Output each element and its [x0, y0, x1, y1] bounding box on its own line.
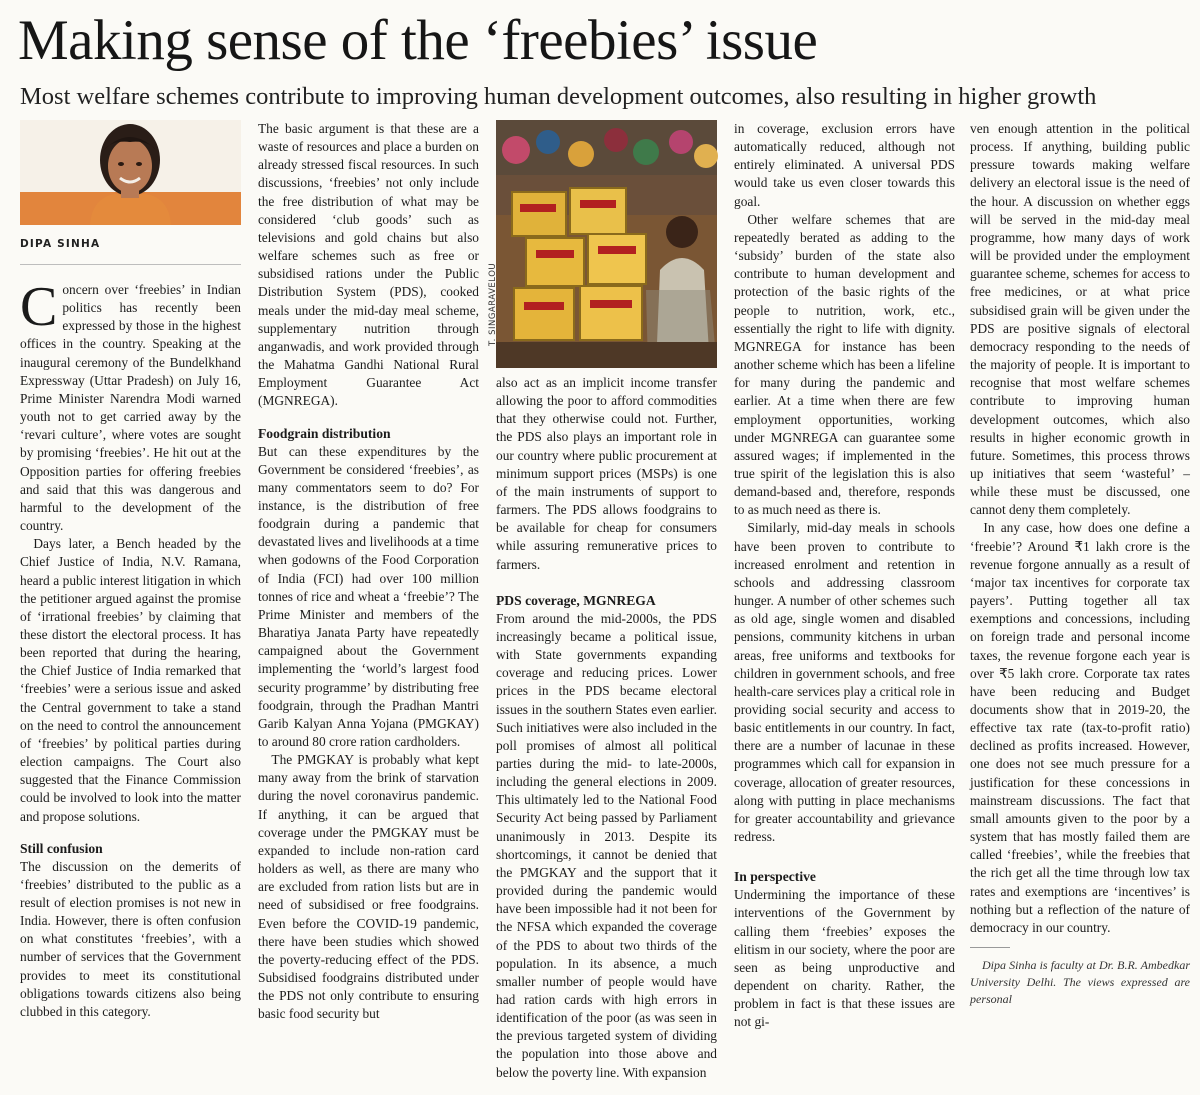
col4-paragraph-1: in coverage, exclusion errors have automatically reduced, although not entirely eliminated. A universal PDS would take us even closer towards this goal. — [734, 121, 955, 209]
author-endnote: Dipa Sinha is faculty at Dr. B.R. Ambedkar University Delhi. The views expressed are personal — [970, 958, 1190, 1007]
news-photo-ration-boxes — [496, 120, 717, 368]
col4-paragraph-2: Other welfare schemes that are repeatedly berated as adding to the ‘subsidy’ burden of the state also contribute to human development and protection of the basic rights of the people to nutrition, work, etc., essentially the right to life with dignity. MGNREGA for instance has been another scheme which has been a lifeline for many during the pandemic and earlier. At a time when there are few employment opportunities, working under MGNREGA can guarantee some assured wages; if implemented in the true spirit of the legislation this is also demand-based and, therefore, responds to as much need as there is. — [734, 211, 955, 518]
byline-rule — [20, 264, 241, 265]
subhead-foodgrain-distribution: Foodgrain distribution — [258, 425, 391, 441]
col1-paragraph-1 — [20, 276, 241, 535]
column-2 — [258, 120, 479, 1095]
subhead-in-perspective: In perspective — [734, 869, 816, 885]
drop-cap: C — [20, 276, 58, 338]
col5-paragraph-1: ven enough attention in the political process. If anything, building public pressure towards making welfare delivery an electoral issue is the need of the hour. A discussion on whether eggs will be served in the mid-day meal programme, how many days of work will be provided under the employment guarantee scheme, schemes for access to free medicines, or at what price subsidised grain will be given under the PDS are positive signals of electoral democracy responding to the needs of the majority of people. It is important to recognise that most welfare schemes contribute to improving human development outcomes, which also results in higher economic growth in future. Sometimes, this process throws up initiatives that seem ‘wasteful’ – while these must be discussed, one cannot deny them completely. — [970, 121, 1190, 518]
col3-paragraph-1: also act as an implicit income transfer allowing the poor to afford commodities that they otherwise could not. Further, the PDS also plays an important role in our country where public procurement at minimum support prices (MSPs) is one of the main instruments of support to farmers. The PDS allows foodgrains to be available for cheap for consumers while assuring remunerative prices to farmers. — [496, 375, 717, 572]
col2-paragraph-3: The PMGKAY is probably what kept many away from the brink of starvation during the novel coronavirus pandemic. If anything, it can be argued that coverage under the PMGKAY must be expanded to include non-ration card holders as well, as there are many who are excluded from ration lists but are in need of subsidised or free foodgrains. Even before the COVID-19 pandemic, there have been studies which showed the poverty-reducing effect of the PDS. Subsidised foodgrains distributed under the PDS not only contribute to ensuring basic food security but — [258, 752, 479, 1022]
col2-paragraph-1: The basic argument is that these are a waste of resources and place a burden on already stressed fiscal resources. In such discussions, ‘freebies’ not only include the free distribution of what may be considered ‘club goods’ such as televisions and gold chains but also welfare schemes such as free or subsidised rations under the Public Distribution System (PDS), cooked meals under the mid-day meal scheme, supplementary nutrition through anganwadis, and work provided through the Mahatma Gandhi National Rural Employment Guarantee Act (MGNREGA). — [258, 121, 479, 409]
column-4 — [734, 120, 955, 1095]
endnote-rule — [970, 947, 1010, 957]
col2-paragraph-2: But can these expenditures by the Government be considered ‘freebies’, as many commentators seem to do? For instance, is the distribution of free foodgrain during a pandemic that devastated lives and livelihoods at a time when godowns of the Food Corporation of India (FCI) had over 100 million tonnes of rice and wheat a ‘freebie’? The Prime Minister and members of the Bharatiya Janata Party have repeatedly campaigned about the Government implementing the ‘world’s largest food security programme’ by distributing free foodgrain, through the Pradhan Mantri Garib Kalyan Anna Yojana (PMGKAY) to around 80 crore ration cardholders. — [258, 443, 479, 749]
headline: Making sense of the ‘freebies’ issue — [18, 9, 818, 72]
subhead-pds-coverage: PDS coverage, MGNREGA — [496, 592, 656, 608]
col3-paragraph-2: From around the mid-2000s, the PDS increasingly became a political issue, with State governments expanding coverage and reducing prices. Lower prices in the PDS became electoral issues in the southern States even earlier. Such initiatives were also included in the poll promises of almost all political parties during the mid- to late-2000s, including the general elections in 2009. This ultimately led to the National Food Security Act being passed by Parliament unanimously in 2013. Despite its shortcomings, it cannot be denied that the PMGKAY and the support that it provided during the pandemic would have been impossible had it not been for the NFSA which expanded the coverage of the PDS to about two thirds of the population. In its absence, a much smaller number of people would have had ration cards with high errors in identification of the poor (as was seen in the previous targeted system of dividing the population into those above and below the poverty line. With expansion — [496, 610, 717, 1080]
deck-subheadline: Most welfare schemes contribute to improving human development outcomes, also resulting in higher growth — [20, 83, 1097, 110]
col1-paragraph-3: The discussion on the demerits of ‘freebies’ distributed to the public as a result of election promises is not new in India. However, there is often confusion on what constitutes ‘freebies’, with a number of services that the Government provides to meet its constitutional obligations towards citizens also being clubbed in this category. — [20, 858, 241, 1019]
column-5 — [970, 120, 1190, 1095]
author-photo — [20, 120, 241, 225]
col1-paragraph-2: Days later, a Bench headed by the Chief Justice of India, N.V. Ramana, heard a public interest litigation in which the petitioner argued against the promise of ‘irrational freebies’ by claiming that these distort the electoral process. It has been reported that during the hearing, the Chief Justice of India remarked that ‘freebies’ were a serious issue and asked the Central government to take a stand on the need to control the announcement of ‘freebies’ by political parties during election campaigns. The Court also suggested that the Finance Commission could be involved to look into the matter and propose solutions. — [20, 536, 241, 824]
column-1 — [20, 120, 241, 1095]
byline: DIPA SINHA — [20, 238, 101, 250]
subhead-still-confusion: Still confusion — [20, 840, 103, 856]
col4-paragraph-4: Undermining the importance of these interventions of the Government by calling them ‘freebies’ exposes the elitism in our society, where the poor are seen as being unproductive and dependent on charity. Rather, the problem in fact is that these issues are not gi- — [734, 887, 955, 1030]
col4-paragraph-3: Similarly, mid-day meals in schools have been proven to contribute to increased enrolment and retention in schools and addressing classroom hunger. A number of other schemes such as old age, single women and disabled pensions, community kitchens in urban areas, free uniforms and textbooks for children in government schools, and free health-care services play a critical role in providing social security and access to basic entitlements in our country. In fact, there are a number of lacunae in these programmes which call for expansion in coverage, allocation of greater resources, along with putting in place mechanisms for greater accountability and grievance redress. — [734, 520, 955, 845]
col5-paragraph-2: In any case, how does one define a ‘freebie’? Around ₹1 lakh crore is the revenue forgone annually as a result of ‘major tax incentives for corporate tax payers’. Putting together all tax exemptions and concessions, including on foreign trade and personal income taxes, the revenue forgone each year is over ₹5 lakh crore. Corporate tax rates have been reducing and Budget documents show that in 2019-20, the effective tax rate (tax-to-profit ratio) declined as profits increased. However, one does not see much pressure for a justification for these concessions in mainstream discussions. The fact that small amounts given to the poor by a system that has mostly failed them are called ‘freebies’, while the freebies that the rich get all the time through low tax rates and exemptions are ‘incentives’ is nothing but a reflection of the nature of democracy in our country. — [970, 520, 1190, 935]
col1-paragraph-1-text: oncern over ‘freebies’ in Indian politics has recently been expressed by those in the highest offices in the country. Speaking at the inaugural ceremony of the Bundelkhand Expressway (Uttar Pradesh) on July 16, Prime Minister Narendra Modi warned youth not to get carried away by the ‘revari culture’, where votes are sought by promising ‘freebies’. He hit out at the Opposition parties for offering freebies and said that this was dangerous and harmful to the development of the country. — [20, 282, 241, 534]
photo-credit: T. SINGARAVELOU — [488, 262, 498, 346]
column-3 — [488, 120, 717, 1095]
